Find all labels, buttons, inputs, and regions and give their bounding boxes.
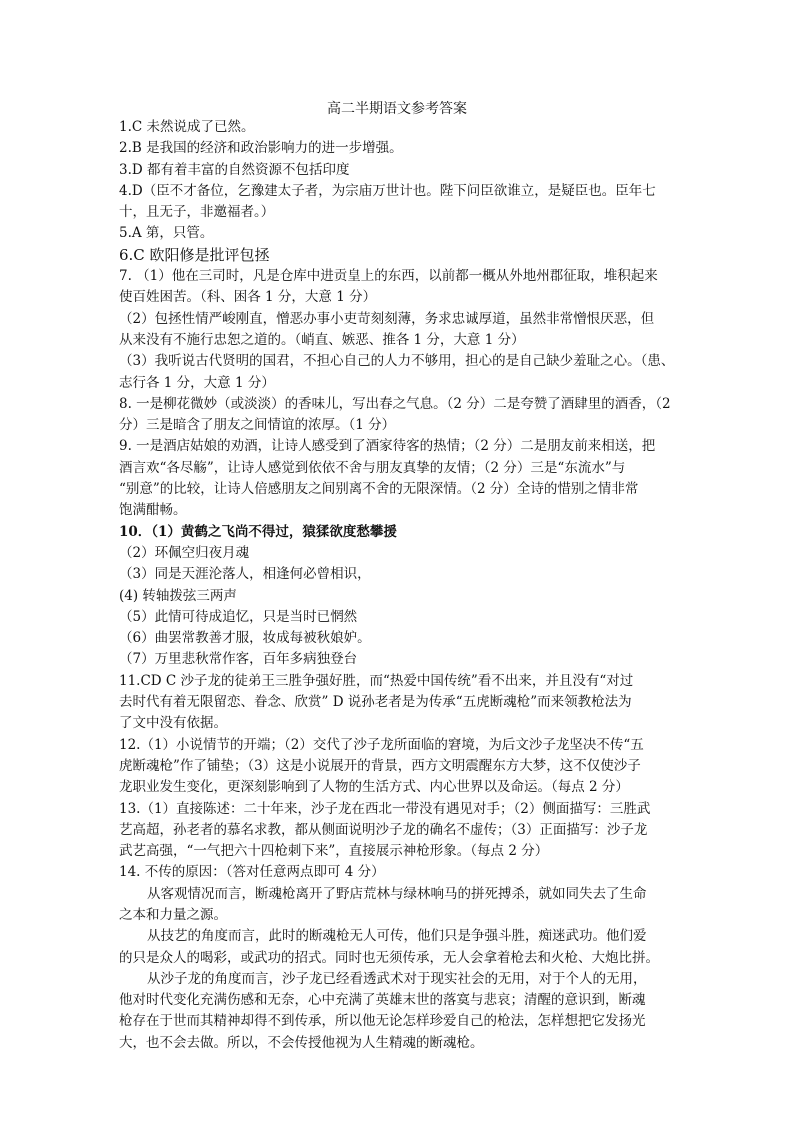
answer-7-line2: 使百姓困苦。（科、困各 1 分，大意 1 分） [119, 289, 377, 306]
answer-12-line2: 虎断魂枪”作了铺垫；（3）这是小说展开的背景，西方文明震醒东方大梦，这不仅使沙子 [119, 757, 641, 774]
answer-7-line1: 7. （1）他在三司时，凡是仓库中进贡皇上的东西，以前都一概从外地州郡征取，堆积起来 [119, 268, 658, 285]
answer-10-item1: 10．（1）黄鹤之飞尚不得过，猿猱欲度愁攀援 [119, 523, 397, 540]
answer-5: 5.A 第，只管。 [119, 225, 214, 242]
answer-12-line1: 12.（1）小说情节的开端；（2）交代了沙子龙所面临的窘境，为后文沙子龙坚决不传“五 [119, 736, 644, 753]
answer-8-line2: 分）三是暗含了朋友之间情谊的浓厚。（1 分） [119, 417, 396, 434]
answer-10-item6: （6）曲罢常教善才服，妆成每被秋娘妒。 [119, 630, 371, 647]
answer-11-line2: 去时代有着无限留恋、眷念、欣赏” D 说孙老者是为传承“五虎断魂枪”而来领教枪法为 [119, 694, 632, 711]
answer-3: 3.D 都有着丰富的自然资源不包括印度 [119, 161, 350, 178]
answer-13-line2: 艺高超，孙老者的慕名求教，都从侧面说明沙子龙的确名不虚传；（3）正面描写：沙子龙 [119, 821, 648, 838]
answer-4-line1: 4.D（臣不才备位，乞豫建太子者，为宗庙万世计也。陛下问臣欲谁立，是疑臣也。臣年七 [119, 182, 656, 199]
answer-14-para2-line1: 从技艺的角度而言，此时的断魂枪无人可传，他们只是争强斗胜，痴迷武功。他们爱 [147, 928, 647, 945]
answer-14-para1-line1: 从客观情况而言，断魂枪离开了野店荒林与绿林响马的拼死搏杀，就如同失去了生命 [147, 885, 647, 902]
answer-11-line1: 11.CD C 沙子龙的徒弟王三胜争强好胜，而“热爱中国传统”看不出来，并且没有“对过 [119, 672, 634, 689]
answer-10-item4: (4) 转轴拨弦三两声 [119, 587, 237, 604]
answer-8-line1: 8. 一是柳花微妙（或淡淡）的香味儿，写出春之气息。（2 分）二是夸赞了酒肆里的酒香，（2 [119, 395, 671, 412]
answer-12-line3: 龙职业发生变化，更深刻影响到了人物的生活方式、内心世界以及命运。（每点 2 分） [119, 779, 629, 796]
answer-13-line3: 武艺高强，“一气把六十四枪刺下来”，直接展示神枪形象。（每点 2 分） [119, 843, 549, 860]
answer-9-line1: 9. 一是酒店姑娘的劝酒，让诗人感受到了酒家待客的热情；（2 分）二是朋友前来相送，把 [119, 438, 656, 455]
answer-10-item7: （7）万里悲秋常作客，百年多病独登台 [119, 651, 358, 668]
answer-10-item3: （3）同是天涯沦落人，相逢何必曾相识， [119, 566, 371, 583]
answer-9-line4: 饱满酣畅。 [119, 502, 187, 519]
answer-7-line3: （2）包拯性情严峻刚直，憎恶办事小吏苛刻刻薄，务求忠诚厚道，虽然非常憎恨厌恶，但 [119, 310, 655, 327]
answer-14-para3-line3: 枪存在于世而其精神却得不到传承，所以他无论怎样珍爱自己的枪法，怎样想把它发扬光 [119, 1013, 646, 1030]
answer-1: 1.C 未然说成了已然。 [119, 119, 255, 135]
answer-9-line2: 酒言欢“各尽觞”，让诗人感觉到依依不舍与朋友真挚的友情；（2 分）三是“东流水”与 [119, 459, 626, 476]
answer-14-para1-line2: 之本和力量之源。 [119, 906, 227, 923]
answer-2: 2.B 是我国的经济和政治影响力的进一步增强。 [119, 140, 403, 157]
answer-6: 6.C 欧阳修是批评包拯 [119, 245, 270, 264]
answer-14-heading: 14. 不传的原因：（答对任意两点即可 4 分） [119, 864, 385, 881]
answer-10-item5: （5）此情可待成追忆，只是当时已惘然 [119, 608, 358, 625]
answer-13-line1: 13.（1）直接陈述：二十年来，沙子龙在西北一带没有遇见对手；（2）侧面描写：三胜武 [119, 800, 651, 817]
document-title: 高二半期语文参考答案 [327, 101, 467, 117]
answer-4-line2: 十，且无子，非邀福者。） [119, 204, 275, 221]
answer-9-line3: “别意”的比较，让诗人倍感朋友之间别离不舍的无限深情。（2 分）全诗的惜别之情非常 [119, 481, 639, 498]
answer-14-para3-line1: 从沙子龙的角度而言，沙子龙已经看透武术对于现实社会的无用，对于个人的无用， [147, 970, 647, 987]
answer-7-line5: （3）我听说古代贤明的国君，不担心自己的人力不够用，担心的是自己缺少羞耻之心。（患、 [119, 353, 675, 370]
answer-11-line3: 了文中没有依据。 [119, 715, 227, 732]
answer-14-para2-line2: 的只是众人的喝彩，或武功的招式。同时也无须传承，无人会拿着枪去和火枪、大炮比拼。 [119, 949, 659, 966]
answer-14-para3-line4: 大，也不会去做。所以，不会传授他视为人生精魂的断魂枪。 [119, 1034, 484, 1051]
answer-body [119, 117, 679, 1054]
answer-10-item2: （2）环佩空归夜月魂 [119, 544, 250, 561]
answer-7-line6: 志行各 1 分，大意 1 分） [119, 374, 275, 391]
answer-14-para3-line2: 他对时代变化充满伤感和无奈，心中充满了英雄末世的落寞与悲哀；清醒的意识到，断魂 [119, 992, 646, 1009]
answer-7-line4: 从来没有不施行忠恕之道的。（峭直、嫉恶、推各 1 分，大意 1 分） [119, 331, 525, 348]
